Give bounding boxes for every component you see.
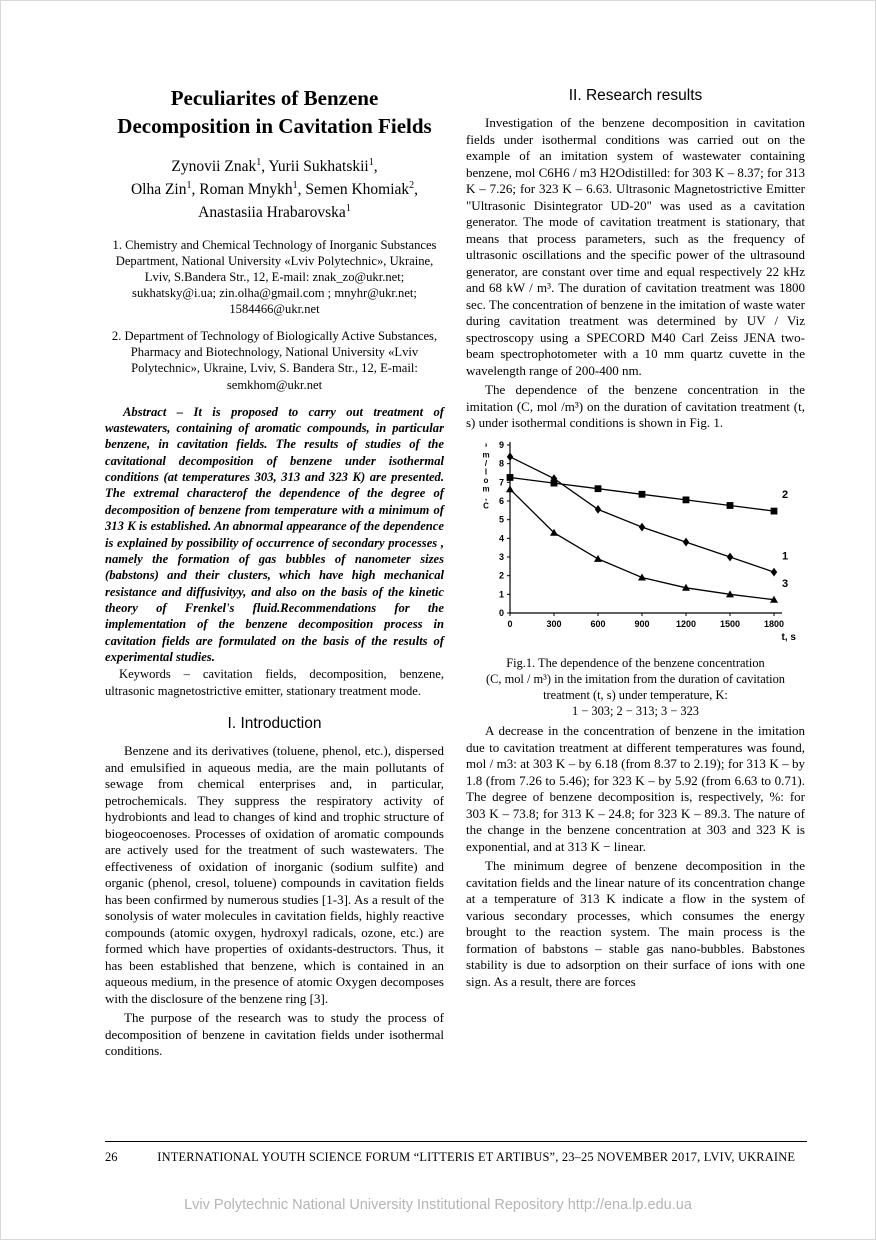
author-affiliation-sup: 1 <box>186 179 192 191</box>
svg-text:m: m <box>481 484 490 493</box>
section-heading-research-results: II. Research results <box>568 87 703 104</box>
svg-text:0: 0 <box>506 618 513 629</box>
results-paragraph-1: Investigation of the benzene decomposition in cavitation fields under isothermal conditions was carried out on the example of an imitation system of wastewater containing benzene, mol C6H6 / m3 H2Odistilled: for 303 K – 8.37; for 313 K – 7.26; for 323 K – 6.63. Ultrasonic Magnetostrictive Emitter "Ultrasonic Disintegrator UD-20" was used as a cavitation generator. The mode of cavitation treatment is stationary, that means that process parameters, such as the frequency of ultrasonic oscillations and the specific power of the ultrasound generator, are constant over time and equal respectively 22 kHz and 68 kW / m³. The duration of cavitation treatment was 1800 sec. The concentration of benzene in the imitation of waste water during cavitation treatment was determined by UV / Viz spectroscopy using a SPECORD M40 Carl Zeiss JENA two-beam spectrophotometer with a 10 mm quartz cuvette in the wavelength range of 200-400 nm. <box>466 115 805 378</box>
right-column <box>466 85 805 1063</box>
svg-text:0: 0 <box>498 607 504 618</box>
fig1-caption <box>466 655 805 720</box>
affiliation-1: 1. Chemistry and Chemical Technology of Inorganic Substances Department, National University «Lviv Polytechnic», Ukraine, Lviv, S.Bandera Str., 12, E-mail: znak_zo@ukr.net; sukhatsky@i.ua; zin.olha@gmail.com ; mnyhr@ukr.net; 1584466@ukr.net <box>112 237 437 317</box>
svg-text:1: 1 <box>781 549 788 562</box>
svg-text:3: 3 <box>781 577 788 590</box>
paper-title: Peculiarites of Benzene Decomposition in Cavitation Fields <box>117 86 432 138</box>
svg-text:2: 2 <box>498 570 504 581</box>
results-paragraph-2: The dependence of the benzene concentration in the imitation (C, mol /m³) on the duration of cavitation treatment (t, s) under isothermal conditions is shown in Fig. 1. <box>466 382 805 430</box>
author-affiliation-sup: 2 <box>409 179 415 191</box>
author-affiliation-sup: 1 <box>345 203 351 215</box>
svg-text:m: m <box>481 450 490 459</box>
fig1-caption-line: 1 − 303; 2 − 313; 3 − 323 <box>572 703 699 718</box>
svg-text:7: 7 <box>498 476 504 487</box>
abstract-text: Abstract – It is proposed to carry out treatment of wastewaters, containing of aromatic compounds, in particular benzene, in cavitation fields. The results of studies of the cavitational decomposition of benzene under isothermal conditions (at temperatures 303, 313 and 323 K) are presented. The extremal characterof the dependence of the degree of decomposition of benzene from temperature with a minimum of 313 K is established. An abnormal appearance of the dependence is explained by possibility of occurrence of secondary processes , namely the formation of gas bubbles of nanometer sizes (babstons) and their clusters, which have high mechanical resistance and diffusivityy, and also on the basis of the kinetic theory of Frenkel's fluid.Recommendations for the implementation of the benzene decomposition process in cavitation fields are formulated on the basis of the results of experimental studies. <box>105 404 444 665</box>
author: Anastasiia Hrabarovska$^1$ <box>198 203 351 222</box>
svg-text:t, s: t, s <box>781 631 796 643</box>
results-paragraph-4: The minimum degree of benzene decomposition in the cavitation fields and the linear nature of its concentration change at a temperature of 313 K indicate a flow in the system of various secondary processes, which consumes the energy brought to the reaction system. The main process is the formation of babstons – stable gas nano-bubbles. Babstones stability is due to adsorption on their surface of ions with one sign. As a result, there are forces <box>466 858 805 989</box>
svg-text:³: ³ <box>484 441 487 451</box>
repository-watermark: Lviv Polytechnic National University Institutional Repository http://ena.lp.edu.ua <box>184 1197 692 1213</box>
svg-text:/: / <box>484 458 487 468</box>
affiliation-2: 2. Department of Technology of Biologically Active Substances, Pharmacy and Biotechnology, National University «Lviv Polytechnic», Ukraine, Lviv, S. Bandera Str., 12, E-mail: semkhom@ukr.net <box>111 329 438 392</box>
page-number: 26 <box>105 1150 118 1164</box>
author-affiliation-sup: 1 <box>256 156 262 168</box>
svg-text:1800: 1800 <box>763 618 784 629</box>
fig1-caption-line: treatment (t, s) under temperature, K: <box>543 687 728 702</box>
svg-text:1500: 1500 <box>719 618 740 629</box>
fig1-caption-line: (C, mol / m³) in the imitation from the duration of cavitation <box>486 671 785 686</box>
svg-text:C: C <box>482 501 489 510</box>
left-column <box>105 85 444 1063</box>
svg-text:8: 8 <box>498 458 504 469</box>
svg-text:o: o <box>483 475 488 485</box>
author: Roman Mnykh$^1$, <box>199 179 306 198</box>
author-affiliation-sup: 1 <box>368 156 374 168</box>
fig1-line-chart <box>470 439 802 647</box>
svg-text:9: 9 <box>498 439 504 450</box>
svg-text:600: 600 <box>589 618 606 629</box>
footer-forum-text: INTERNATIONAL YOUTH SCIENCE FORUM “LITTERIS ET ARTIBUS”, 23–25 NOVEMBER 2017, LVIV, UKRAINE <box>157 1150 796 1164</box>
svg-text:1200: 1200 <box>675 618 696 629</box>
author: Zynovii Znak$^1$, <box>171 156 269 175</box>
section-heading-introduction: I. Introduction <box>227 715 322 733</box>
svg-text:5: 5 <box>498 514 504 525</box>
svg-text:,: , <box>484 492 487 502</box>
svg-text:2: 2 <box>781 488 788 501</box>
svg-text:l: l <box>484 467 487 476</box>
author: Semen Khomiak$^2$, <box>305 179 419 198</box>
authors-block <box>105 154 444 224</box>
svg-text:4: 4 <box>498 532 504 543</box>
svg-text:300: 300 <box>545 618 562 629</box>
author-affiliation-sup: 1 <box>292 179 298 191</box>
svg-text:3: 3 <box>498 551 504 562</box>
results-paragraph-3: A decrease in the concentration of benzene in the imitation due to cavitation treatment at different temperatures was found, mol / m3: at 303 K – by 6.18 (from 8.37 to 2.19); for 313 K – by 1.8 (from 7.26 to 5.46); for 323 K – by 5.92 (from 6.63 to 0.71). The degree of benzene decomposition is, respectively, %: for 303 K – 73.8; for 313 K – 24.8; for 323 K – 89.3. The nature of the change in the benzene concentration at 303 and 323 K is exponential, and at 313 K − linear. <box>466 723 805 854</box>
author: Olha Zin$^1$, <box>130 179 200 198</box>
figure-1 <box>466 439 805 720</box>
introduction-paragraph-1: Benzene and its derivatives (toluene, phenol, etc.), dispersed and emulsified in aqueous media, are the main pollutants of sewage from chemical enterprises and, in particular, petrochemicals. They suppress the respiratory activity of hydrobionts and lead to changes of kind and trophic structure of biogeocoenoses. Processes of oxidation of aromatic compounds are actively used for the treatment of such wastewaters. The effectiveness of oxidation of inorganic (sodium sulfite) and organic (phenol, cresol, toluene) compounds in cavitation fields has been confirmed by numerous studies [1-3]. As a result of the sonolysis of water molecules in cavitation fields, highly reactive compounds (atomic oxygen, hydroxyl radicals, ozone, etc.) are formed which have properties of oxidants-destructors. Thus, it has been established that benzene, which is contained in an aqueous medium, in the presence of atomic Oxygen decomposes with the disclosure of the benzene ring [3]. <box>105 743 444 1006</box>
svg-text:900: 900 <box>633 618 650 629</box>
page-footer <box>105 1141 807 1165</box>
fig1-caption-line: Fig.1. The dependence of the benzene concentration <box>506 655 765 670</box>
author: Yurii Sukhatskii$^1$, <box>268 156 378 175</box>
two-column-layout <box>1 1 875 1063</box>
introduction-paragraph-2: The purpose of the research was to study the process of decomposition of benzene in cavitation fields under isothermal conditions. <box>105 1010 444 1059</box>
svg-text:1: 1 <box>498 588 504 599</box>
svg-text:6: 6 <box>498 495 504 506</box>
keywords-text: Keywords – cavitation fields, decomposition, benzene, ultrasonic magnetostrictive emitter, stationary treatment mode. <box>105 667 444 698</box>
